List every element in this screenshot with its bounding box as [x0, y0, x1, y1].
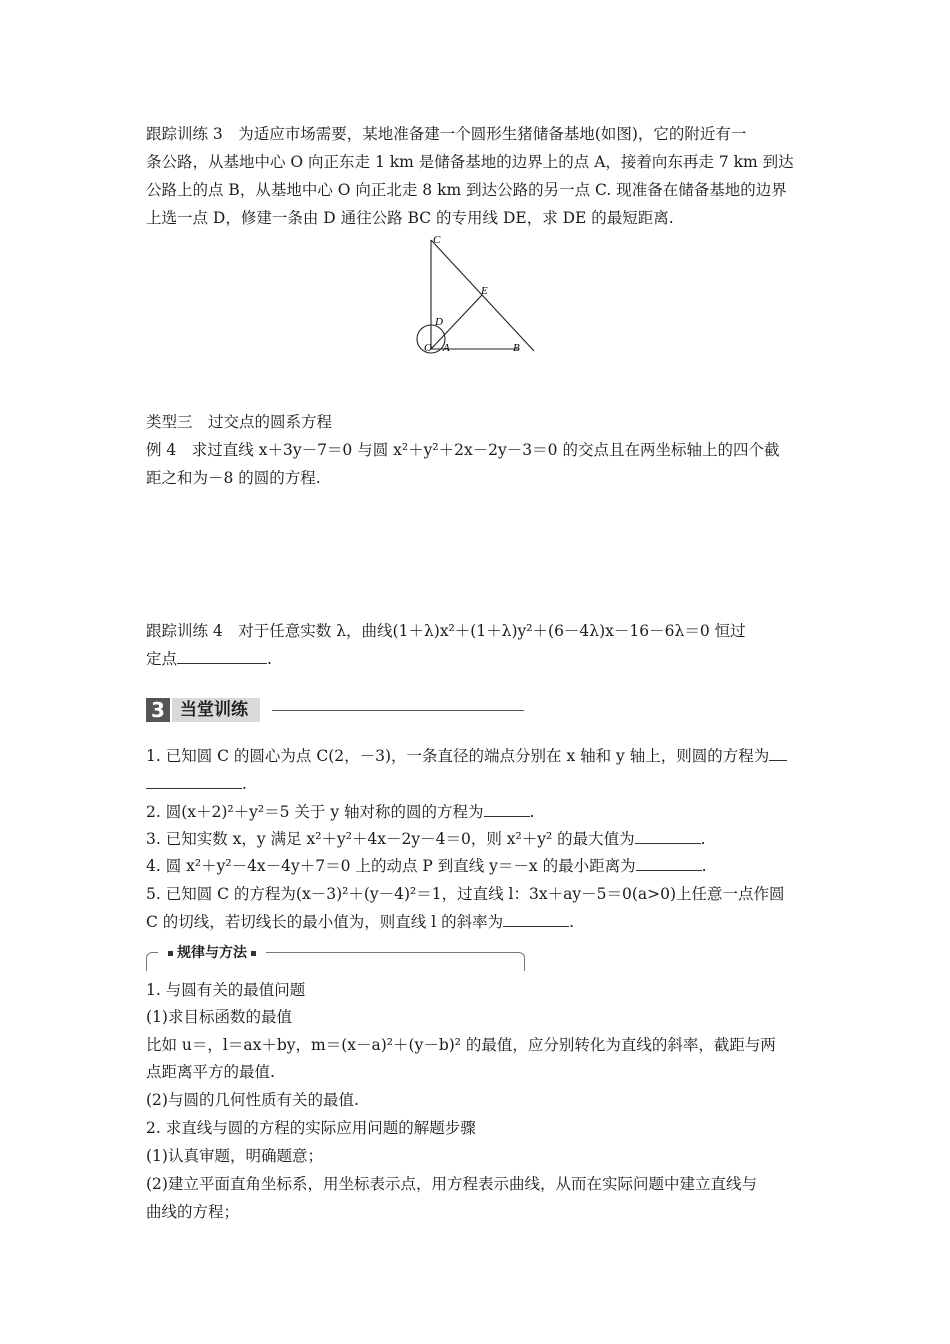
- exercise-3-text: 3. 已知实数 x，y 满足 x²＋y²＋4x－2y－4＝0，则 x²＋y² 的最大值为: [146, 830, 635, 848]
- rules-p6: 2. 求直线与圆的方程的实际应用问题的解题步骤: [146, 1119, 476, 1137]
- answer-blank: [503, 912, 569, 927]
- answer-blank: [177, 649, 267, 664]
- training4-line-2: [146, 649, 272, 669]
- square-bullet-icon: [251, 951, 256, 956]
- exercise-2-text: 2. 圆(x＋2)²＋y²＝5 关于 y 轴对称的圆的方程为: [146, 803, 484, 821]
- rules-p2: (1)求目标函数的最值: [146, 1008, 292, 1026]
- example4-line-1: 例 4 求过直线 x＋3y－7＝0 与圆 x²＋y²＋2x－2y－3＝0 的交点且在两坐标轴上的四个截: [146, 441, 780, 459]
- exercise-4: [146, 856, 707, 876]
- section-title: 当堂训练: [172, 698, 260, 722]
- label-B: B: [513, 342, 520, 354]
- answer-blank: [635, 829, 701, 844]
- answer-blank: [484, 802, 530, 817]
- rules-p4: 点距离平方的最值.: [146, 1063, 275, 1081]
- section-3-banner: [146, 697, 260, 723]
- label-A: A: [443, 342, 450, 354]
- exercise-4-text: 4. 圆 x²＋y²－4x－4y＋7＝0 上的动点 P 到直线 y＝－x 的最小距离为: [146, 857, 636, 875]
- exercise-1-line-2: [146, 774, 247, 794]
- exercise-5-line-1: 5. 已知圆 C 的方程为(x－3)²＋(y－4)²＝1，过直线 l：3x＋ay－5＝0(a>0)上任意一点作圆: [146, 885, 785, 903]
- exercise-1-text: 1. 已知圆 C 的圆心为点 C(2，－3)，一条直径的端点分别在 x 轴和 y 轴上，则圆的方程为: [146, 747, 770, 765]
- period: .: [701, 857, 707, 875]
- rules-p5: (2)与圆的几何性质有关的最值.: [146, 1091, 359, 1109]
- exercise-5-text: C 的切线，若切线长的最小值为，则直线 l 的斜率为: [146, 913, 504, 931]
- rules-p9: 曲线的方程；: [146, 1203, 240, 1221]
- exercise-1-line-1: [146, 746, 787, 766]
- training3-line-2: 条公路，从基地中心 O 向正东走 1 km 是储备基地的边界上的点 A，接着向东再走 7 km 到达: [146, 153, 794, 171]
- rules-p8: (2)建立平面直角坐标系，用坐标表示点，用方程表示曲线，从而在实际问题中建立直线与: [146, 1175, 757, 1193]
- answer-blank: [146, 774, 242, 789]
- label-D: D: [435, 316, 443, 328]
- period: .: [569, 913, 575, 931]
- training3-line-4: 上选一点 D，修建一条由 D 通往公路 BC 的专用线 DE，求 DE 的最短距离.: [146, 209, 674, 227]
- training4-line-1: 跟踪训练 4 对于任意实数 λ，曲线(1＋λ)x²＋(1＋λ)y²＋(6－4λ)x－16－6λ＝0 恒过: [146, 622, 746, 640]
- exercise-3: [146, 829, 706, 849]
- exercise-2: [146, 802, 534, 822]
- rules-p1: 1. 与圆有关的最值问题: [146, 981, 306, 999]
- period: .: [529, 803, 535, 821]
- rules-label: [158, 943, 266, 963]
- geometry-figure: [400, 230, 550, 360]
- section-number: 3: [146, 698, 170, 722]
- training4-suffix: .: [267, 650, 272, 668]
- rules-p3: 比如 u＝，l＝ax＋by，m＝(x－a)²＋(y－b)² 的最值，应分别转化为直线的斜率，截距与两: [146, 1036, 776, 1054]
- answer-blank: [636, 856, 702, 871]
- section-rule: [272, 710, 524, 711]
- training4-prefix: 定点: [146, 650, 178, 668]
- period: .: [700, 830, 706, 848]
- rules-p7: (1)认真审题，明确题意；: [146, 1147, 323, 1165]
- label-E: E: [481, 285, 488, 297]
- square-bullet-icon: [168, 951, 173, 956]
- answer-blank: [769, 746, 787, 761]
- training3-line-3: 公路上的点 B，从基地中心 O 向正北走 8 km 到达公路的另一点 C. 现准备在储备基地的边界: [146, 181, 787, 199]
- rules-label-text: 规律与方法: [177, 945, 247, 961]
- exercise-5-line-2: [146, 912, 574, 932]
- type3-heading: 类型三 过交点的圆系方程: [146, 413, 333, 431]
- label-C: C: [433, 234, 441, 246]
- training3-line-1: 跟踪训练 3 为适应市场需要，某地准备建一个圆形生猪储备基地(如图)，它的附近有一: [146, 125, 747, 143]
- label-O: O: [424, 342, 432, 354]
- exercise-1-suffix: .: [242, 775, 247, 793]
- example4-line-2: 距之和为－8 的圆的方程.: [146, 469, 321, 487]
